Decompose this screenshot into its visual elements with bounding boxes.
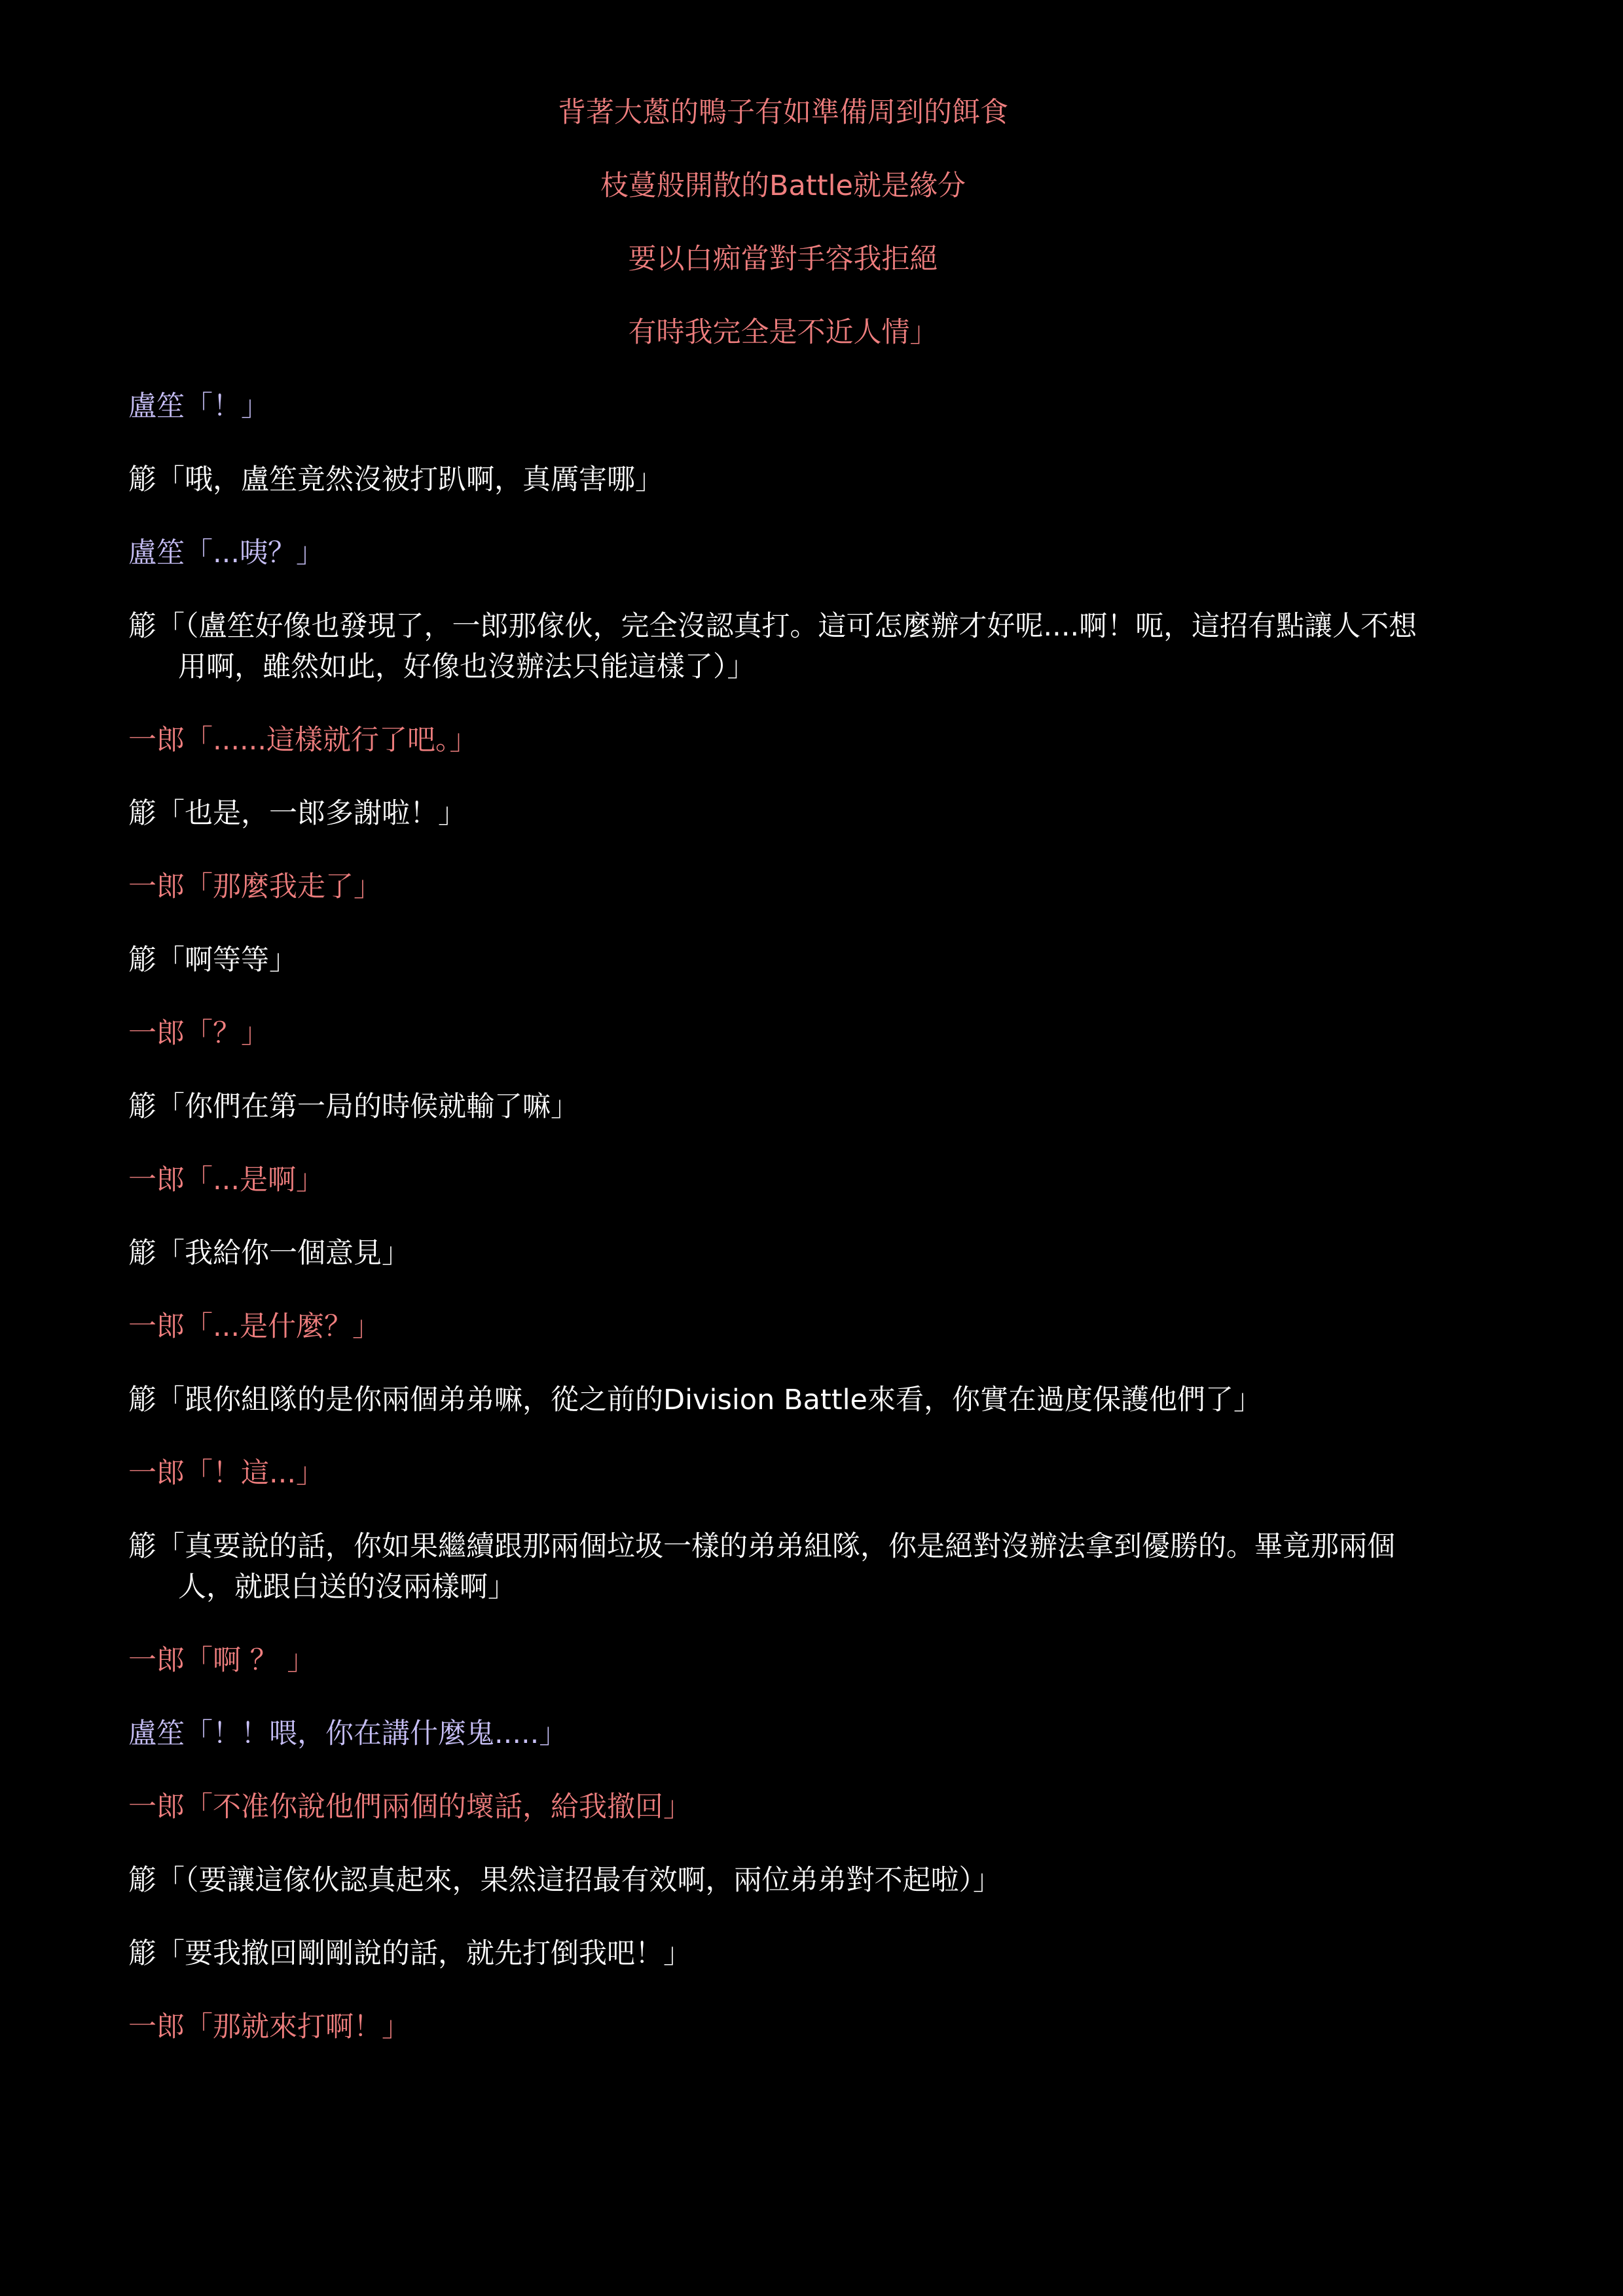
dialogue-line: 一郎「那就來打啊！」 xyxy=(128,2011,410,2043)
lyric-line: 要以白痴當對手容我拒絕 xyxy=(628,243,938,276)
document-body xyxy=(128,93,1438,2080)
dialogue-line: 盧笙「！！喂，你在講什麼鬼.....」 xyxy=(128,1717,568,1750)
dialogue-line: 盧笙「！」 xyxy=(128,390,269,423)
dialogue-line: 一郎「！這...」 xyxy=(128,1457,325,1490)
dialogue-line: 簓「哦，盧笙竟然沒被打趴啊，真厲害哪」 xyxy=(128,463,663,496)
dialogue-line: 簓「（要讓這傢伙認真起來，果然這招最有效啊，兩位弟弟對不起啦）」 xyxy=(128,1864,1001,1897)
lyric-line: 背著大蔥的鴨子有如準備周到的餌食 xyxy=(558,96,1008,129)
dialogue-line: 一郎「啊 ？ 」 xyxy=(128,1644,316,1677)
dialogue-line: 簓「真要說的話，你如果繼續跟那兩個垃圾一樣的弟弟組隊，你是絕對沒辦法拿到優勝的。畢竟那兩個人，就跟白送的沒兩樣啊」 xyxy=(128,1530,1395,1604)
dialogue-line: 一郎「......這樣就行了吧。」 xyxy=(128,724,478,757)
dialogue-block xyxy=(128,386,1438,2047)
lyric-line: 有時我完全是不近人情」 xyxy=(628,316,938,349)
dialogue-line: 簓「也是，一郎多謝啦！」 xyxy=(128,797,466,830)
dialogue-line: 簓「（盧笙好像也發現了，一郎那傢伙，完全沒認真打。這可怎麼辦才好呢....啊！呃，這招有點讓人不想用啊，雖然如此，好像也沒辦法只能這樣了）」 xyxy=(128,610,1417,683)
dialogue-line: 一郎「...是什麼？」 xyxy=(128,1310,381,1343)
lyric-line: 枝蔓般開散的Battle就是緣分 xyxy=(600,170,966,202)
dialogue-line: 簓「跟你組隊的是你兩個弟弟嘛，從之前的Division Battle來看，你實在過度保護他們了」 xyxy=(128,1384,1262,1416)
dialogue-line: 簓「我給你一個意見」 xyxy=(128,1237,410,1270)
dialogue-line: 一郎「那麼我走了」 xyxy=(128,870,382,903)
dialogue-line: 簓「要我撤回剛剛說的話，就先打倒我吧！」 xyxy=(128,1937,691,1970)
dialogue-line: 簓「啊等等」 xyxy=(128,944,297,977)
dialogue-line: 一郎「...是啊」 xyxy=(128,1164,325,1196)
dialogue-line: 簓「你們在第一局的時候就輸了嘛」 xyxy=(128,1090,579,1123)
dialogue-line: 一郎「？」 xyxy=(128,1017,269,1050)
dialogue-line: 一郎「不准你說他們兩個的壞話，給我撤回」 xyxy=(128,1791,691,1823)
lyrics-block xyxy=(128,93,1438,352)
dialogue-line: 盧笙「...咦？」 xyxy=(128,537,325,569)
